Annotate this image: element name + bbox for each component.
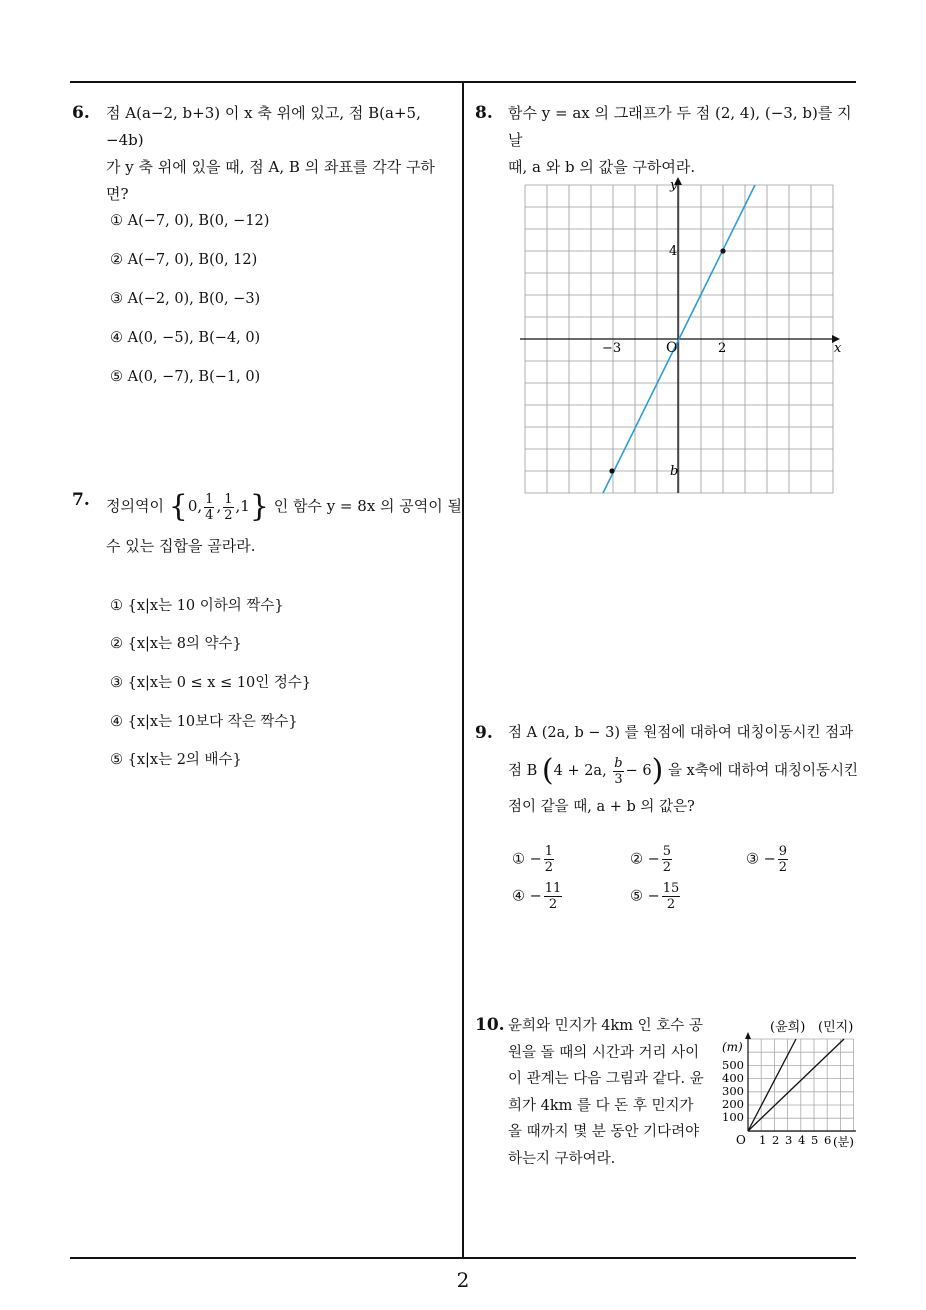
q6-option-3[interactable]: ③ A(−2, 0), B(0, −3) xyxy=(110,291,261,307)
q7-post: 인 함수 y = 8x 의 공역이 될 xyxy=(273,497,463,515)
q9-option-5-sign: − xyxy=(647,888,660,905)
q9-line1: 점 A (2a, b − 3) 를 원점에 대하여 대칭이동시킨 점과 xyxy=(508,725,854,741)
q9-option-3-mark: ③ xyxy=(746,851,759,868)
q6-line2: 가 y 축 위에 있을 때, 점 A, B 의 좌표를 각각 구하 xyxy=(106,158,435,176)
q10-number: 10. xyxy=(475,1015,505,1035)
q10-line3: 이 관계는 다음 그림과 같다. 윤 xyxy=(508,1071,704,1087)
q10-line-minji xyxy=(748,1039,844,1131)
q9-option-5-frac xyxy=(662,882,681,911)
q10-line-yunhee xyxy=(748,1039,796,1131)
q10-y-tick-500: 500 xyxy=(722,1058,744,1072)
q8-b-label: b xyxy=(670,464,679,479)
q10-y-unit: (m) xyxy=(722,1040,743,1054)
q8-tick-4: 4 xyxy=(669,244,678,259)
q9-option-5[interactable] xyxy=(630,882,682,911)
q9-option-2-den: 2 xyxy=(662,860,672,875)
q9-option-2-sign: − xyxy=(647,851,660,868)
q9-option-1-frac xyxy=(544,845,554,874)
q9-option-4-sign: − xyxy=(529,888,542,905)
q10-line4: 희가 4km 를 다 돈 후 민지가 xyxy=(508,1097,694,1114)
q8-coordinate-graph xyxy=(520,175,845,500)
q9-option-1-sign: − xyxy=(529,851,542,868)
q8-line1: 함수 y = ax 의 그래프가 두 점 (2, 4), (−3, b)를 지날 xyxy=(508,104,852,149)
q7-option-3[interactable]: ③ {x|x는 0 ≤ x ≤ 10인 정수} xyxy=(110,675,312,691)
q8-origin-label: O xyxy=(666,340,678,356)
q7-option-1[interactable]: ① {x|x는 10 이하의 짝수} xyxy=(110,598,284,614)
q10-legend-yunhee: (윤희) xyxy=(770,1020,806,1035)
q6-text xyxy=(106,100,456,208)
q9-option-5-num: 15 xyxy=(662,881,680,896)
q8-y-label: y xyxy=(670,178,678,193)
q10-distance-time-chart xyxy=(718,1015,863,1155)
q10-legend-minji: (민지) xyxy=(818,1020,854,1035)
q10-line2: 원을 돌 때의 시간과 거리 사이 xyxy=(508,1044,700,1061)
q10-x-unit: (분) xyxy=(833,1135,854,1149)
q9-frac-num: b xyxy=(614,755,623,771)
q9-option-4-frac xyxy=(544,882,563,911)
q7-frac1-num: 1 xyxy=(205,491,214,507)
q9-point-b: 점 B xyxy=(508,763,538,779)
q9-option-1-mark: ① xyxy=(512,851,525,868)
q10-x-tick-4: 4 xyxy=(798,1133,806,1147)
q9-option-1[interactable] xyxy=(512,845,556,874)
q8-line2: 때, a 와 b 의 값을 구하여라. xyxy=(508,158,696,176)
q9-minus6: − 6 xyxy=(625,763,652,779)
q9-line2-rest: 을 x축에 대하여 대칭이동시킨 xyxy=(667,763,859,779)
q10-x-tick-3: 3 xyxy=(785,1133,793,1147)
q7-number: 7. xyxy=(72,490,90,510)
q6-number: 6. xyxy=(72,103,90,123)
q9-option-5-den: 2 xyxy=(666,897,676,912)
q10-line6: 하는지 구하여라. xyxy=(508,1150,616,1167)
q7-frac2-num: 1 xyxy=(224,491,233,507)
q9-line2 xyxy=(508,753,859,788)
q8-x-label: x xyxy=(834,341,842,356)
q8-point-neg3-b xyxy=(609,468,614,473)
q6-option-2[interactable]: ② A(−7, 0), B(0, 12) xyxy=(110,252,258,268)
q10-grid xyxy=(748,1039,854,1131)
q7-option-2[interactable]: ② {x|x는 8의 약수} xyxy=(110,636,242,652)
q9-b-x: 4 + 2a, xyxy=(553,763,607,779)
q9-option-1-num: 1 xyxy=(544,844,554,859)
q10-x-tick-2: 2 xyxy=(772,1133,780,1147)
q7-comma: , xyxy=(216,497,222,515)
q7-set-b: ,1 xyxy=(235,497,250,515)
q9-option-4[interactable] xyxy=(512,882,564,911)
bottom-rule xyxy=(70,1257,856,1259)
q6-option-4[interactable]: ④ A(0, −5), B(−4, 0) xyxy=(110,330,261,346)
q8-text xyxy=(508,100,858,181)
q9-option-3-frac xyxy=(778,845,788,874)
q10-line1: 윤희와 민지가 4km 인 호수 공 xyxy=(508,1018,703,1034)
q9-option-5-mark: ⑤ xyxy=(630,888,643,905)
q9-paren-open: ( xyxy=(541,753,554,788)
q10-y-tick-300: 300 xyxy=(722,1084,744,1098)
q8-point-2-4 xyxy=(720,248,725,253)
column-divider xyxy=(462,81,464,1259)
q7-option-5[interactable]: ⑤ {x|x는 2의 배수} xyxy=(110,752,242,768)
q10-y-axis-arrow xyxy=(745,1032,751,1039)
q10-y-tick-200: 200 xyxy=(722,1097,744,1111)
q7-line1 xyxy=(106,489,463,524)
q9-option-1-den: 2 xyxy=(544,860,554,875)
q7-frac-quarter xyxy=(204,493,214,522)
q10-origin: O xyxy=(736,1133,746,1147)
page-number: 2 xyxy=(456,1268,470,1292)
q7-line2: 수 있는 집합을 골라라. xyxy=(106,537,256,555)
q9-option-3-num: 9 xyxy=(778,844,788,859)
q6-line1: 점 A(a−2, b+3) 이 x 축 위에 있고, 점 B(a+5, −4b) xyxy=(106,104,421,149)
q7-frac2-den: 2 xyxy=(224,507,233,523)
q7-option-4[interactable]: ④ {x|x는 10보다 작은 짝수} xyxy=(110,714,298,730)
q7-set-close: } xyxy=(249,489,269,524)
q9-frac-den: 3 xyxy=(614,771,623,787)
q8-tick-2: 2 xyxy=(718,341,727,356)
q9-option-3-den: 2 xyxy=(778,860,788,875)
q8-tick-neg3: −3 xyxy=(602,341,622,356)
q7-set-a: 0, xyxy=(187,497,203,515)
q9-option-2-frac xyxy=(662,845,672,874)
q7-frac1-den: 4 xyxy=(205,507,214,523)
q10-text xyxy=(508,1013,723,1172)
q9-line3: 점이 같을 때, a + b 의 값은? xyxy=(508,799,695,815)
q6-option-5[interactable]: ⑤ A(0, −7), B(−1, 0) xyxy=(110,369,261,385)
q10-y-tick-400: 400 xyxy=(722,1071,744,1085)
q7-pre: 정의역이 xyxy=(106,497,164,515)
q9-option-2[interactable] xyxy=(630,845,674,874)
q6-option-1[interactable]: ① A(−7, 0), B(0, −12) xyxy=(110,213,270,229)
q9-option-4-den: 2 xyxy=(548,897,558,912)
q9-option-4-mark: ④ xyxy=(512,888,525,905)
q10-x-tick-5: 5 xyxy=(811,1133,819,1147)
q9-option-3[interactable] xyxy=(746,845,790,874)
q10-x-tick-1: 1 xyxy=(759,1133,767,1147)
q9-frac-b3 xyxy=(613,757,623,786)
q9-option-2-mark: ② xyxy=(630,851,643,868)
q10-x-tick-6: 6 xyxy=(824,1133,832,1147)
q6-line3: 면? xyxy=(106,185,129,203)
q8-number: 8. xyxy=(475,103,493,123)
q7-frac-half xyxy=(223,493,233,522)
q9-paren-close: ) xyxy=(651,753,664,788)
q9-option-3-sign: − xyxy=(763,851,776,868)
q9-option-2-num: 5 xyxy=(662,844,672,859)
q10-y-tick-100: 100 xyxy=(722,1110,744,1124)
q7-set-open: { xyxy=(168,489,188,524)
q9-option-4-num: 11 xyxy=(544,881,562,896)
q9-number: 9. xyxy=(475,723,493,743)
q10-line5: 올 때까지 몇 분 동안 기다려야 xyxy=(508,1124,700,1140)
